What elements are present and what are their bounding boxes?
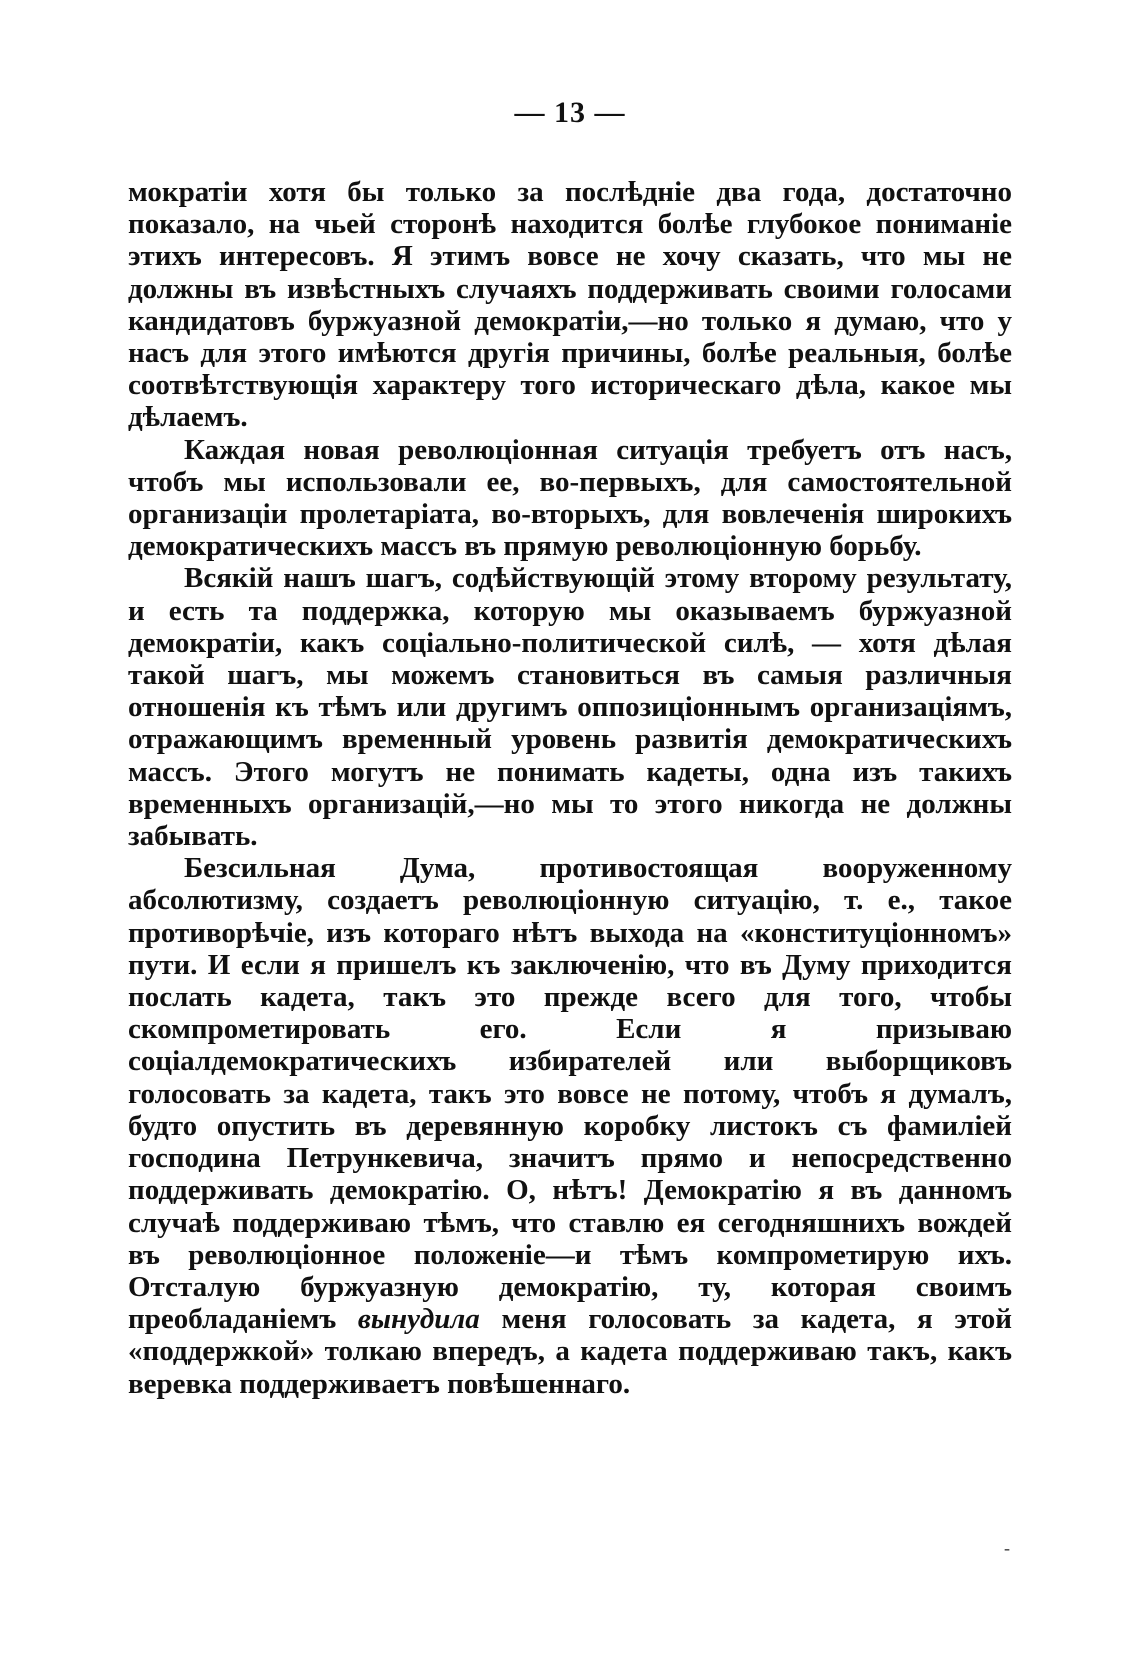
- paragraph-4-text-after: меня голосовать за кадета, я этой «поддержкой» толкаю впередъ, а кадета поддерживаю такъ, какъ веревка поддерживаетъ повѣшеннаго.: [128, 1303, 1013, 1400]
- paragraph-4-text-before: Безсильная Дума, противостоящая вооруженному абсолютизму, создаетъ революціонную ситуацію, т. е., такое противорѣчіе, изъ котораго нѣтъ выхода на «конституціонномъ» пути. И если я пришелъ къ заключенію, что въ Думу приходится послать кадета, такъ это прежде всего для того, чтобы скомпрометировать его. Если я призываю соціалдемократическихъ избирателей или выборщиковъ голосовать за кадета, такъ это вовсе не потому, чтобъ я думалъ, будто опустить въ деревянную коробку листокъ съ фамиліей господина Петрункевича, значитъ прямо и непосредственно поддерживать демократію. О, нѣтъ! Демократію я въ данномъ случаѣ поддерживаю тѣмъ, что ставлю ея сегодняшнихъ вождей въ революціонное положеніе—и тѣмъ компрометирую ихъ. Отсталую буржуазную демократію, ту, которая своимъ преобладаніемъ: [128, 852, 1012, 1336]
- paragraph-1: мократіи хотя бы только за послѣдніе два года, достаточно показало, на чьей сторонѣ находится болѣе глубокое пониманіе этихъ интересовъ. Я этимъ вовсе не хочу сказать, что мы не должны въ извѣстныхъ случаяхъ поддерживать своими голосами кандидатовъ буржуазной демократіи,—но только я думаю, что у насъ для этого имѣются другія причины, болѣе реальныя, болѣе соотвѣтствующія характеру того историческаго дѣла, какое мы дѣлаемъ.: [128, 176, 1012, 434]
- paragraph-2: Каждая новая революціонная ситуація требуетъ отъ насъ, чтобъ мы использовали ее, во-первыхъ, для самостоятельной организаціи пролетаріата, во-вторыхъ, для вовлеченія широкихъ демократическихъ массъ въ прямую революціонную борьбу.: [128, 433, 1012, 563]
- page-number: — 13 —: [514, 96, 626, 129]
- margin-mark: -: [1004, 1538, 1010, 1558]
- emphasized-word: вынудила: [357, 1303, 480, 1336]
- body-text: [128, 176, 1012, 1400]
- paragraph-4: [128, 852, 1012, 1399]
- paragraph-3: Всякій нашъ шагъ, содѣйствующій этому второму результату, и есть та поддержка, которую мы оказываемъ буржуазной демократіи, какъ соціально-политической силѣ, — хотя дѣлая такой шагъ, мы можемъ становиться въ самыя различныя отношенія къ тѣмъ или другимъ оппозиціоннымъ организаціямъ, отражающимъ временный уровень развитія демократическихъ массъ. Этого могутъ не понимать кадеты, одна изъ такихъ временныхъ организацій,—но мы то этого никогда не должны забывать.: [128, 562, 1012, 853]
